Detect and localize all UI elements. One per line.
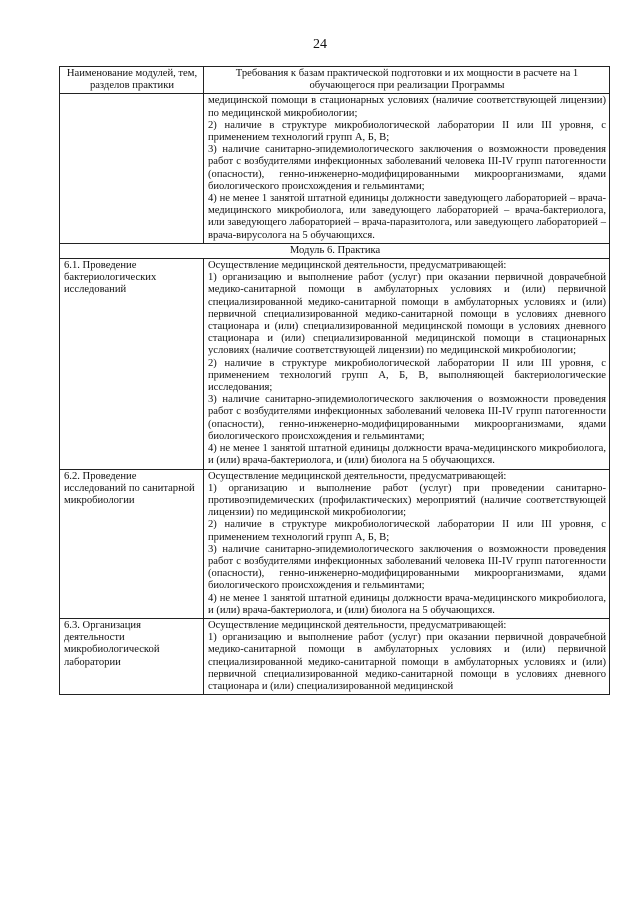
requirements-cell — [204, 469, 610, 618]
paragraph: 2) наличие в структуре микробиологической лаборатории II или III уровня, с применением технологий групп А, Б, В; — [208, 119, 606, 144]
paragraph: 1) организацию и выполнение работ (услуг) при оказании первичной доврачебной медико-санитарной помощи в амбулаторных условиях и (или) первичной специализированной медико-санитарной помощи в амбулаторных условиях и (или) первичной специализированной медико-санитарной помощи в условиях дневного стационара и (или) специализированной медицинской помощи в условиях дневного стационара и (или) специализированной медицинской помощи в стационарных условиях (наличие соответствующей лицензии) по медицинской микробиологии; — [208, 272, 606, 357]
module-name: 6.1. Проведение бактериологических исследований — [60, 259, 204, 469]
section-title: Модуль 6. Практика — [60, 243, 610, 258]
paragraph: 1) организацию и выполнение работ (услуг) при проведении санитарно-противоэпидемических (профилактических) мероприятий (наличие соответствующей лицензии) по медицинской микробиологии; — [208, 482, 606, 519]
table-row-6-3 — [60, 618, 610, 694]
table-row-6-2 — [60, 469, 610, 618]
paragraph: 3) наличие санитарно-эпидемиологического заключения о возможности проведения работ с возбудителями инфекционных заболеваний человека III-IV групп патогенности (опасности), генно-инженерно-модифицированными микроорганизмами, ядами биологического происхождения и гельминтами; — [208, 394, 606, 442]
table-row-continuation — [60, 94, 610, 243]
module-name: 6.2. Проведение исследований по санитарной микробиологии — [60, 469, 204, 618]
paragraph: 2) наличие в структуре микробиологической лаборатории II или III уровня, с применением технологий групп А, Б, В, выполняющей бактериологические исследования; — [208, 357, 606, 394]
header-requirements: Требования к базам практической подготовки и их мощности в расчете на 1 обучающегося при реализации Программы — [204, 67, 610, 94]
header-module-names: Наименование модулей, тем, разделов практики — [60, 67, 204, 94]
module-name: 6.3. Организация деятельности микробиологической лаборатории — [60, 618, 204, 694]
paragraph: 4) не менее 1 занятой штатной единицы должности заведующего лабораторией – врача-медицинского микробиолога, или заведующего лабораторией – врача-бактериолога, или заведующего лабораторией – врача-паразитолога, или заведующего лабораторией – врача-вирусолога на 5 обучающихся. — [208, 193, 606, 241]
paragraph: Осуществление медицинской деятельности, предусматривающей: — [208, 260, 507, 272]
empty-cell — [60, 94, 204, 243]
paragraph: 3) наличие санитарно-эпидемиологического заключения о возможности проведения работ с возбудителями инфекционных заболеваний человека III-IV групп патогенности (опасности), генно-инженерно-модифицированными микроорганизмами, ядами биологического происхождения и гельминтами; — [208, 543, 606, 592]
paragraph: медицинской помощи в стационарных условиях (наличие соответствующей лицензии) по медицинской микробиологии; — [208, 95, 606, 119]
paragraph: Осуществление медицинской деятельности, предусматривающей: — [208, 619, 507, 631]
paragraph: 4) не менее 1 занятой штатной единицы должности врача-медицинского микробиолога, и (или) врача-бактериолога, и (или) биолога на 5 обучающихся. — [208, 443, 606, 467]
table-row-6-1 — [60, 259, 610, 469]
requirements-cell — [204, 618, 610, 694]
requirements-table — [59, 66, 610, 695]
section-row — [60, 243, 610, 258]
requirements-cell — [204, 259, 610, 469]
paragraph: 2) наличие в структуре микробиологической лаборатории II или III уровня, с применением технологий групп А, Б, В; — [208, 519, 606, 543]
page-number: 24 — [313, 37, 327, 52]
requirements-cell — [204, 94, 610, 243]
paragraph: 3) наличие санитарно-эпидемиологического заключения о возможности проведения работ с возбудителями инфекционных заболеваний человека III-IV групп патогенности (опасности), генно-инженерно-модифицированными микроорганизмами, ядами биологического происхождения и гельминтами; — [208, 144, 606, 192]
table-header-row — [60, 67, 610, 94]
paragraph: 1) организацию и выполнение работ (услуг) при оказании первичной доврачебной медико-санитарной помощи в амбулаторных условиях и (или) первичной специализированной медико-санитарной помощи в амбулаторных условиях и (или) первичной специализированной медико-санитарной помощи в условиях дневного стационара и (или) специализированной медицинской — [208, 632, 606, 692]
paragraph: 4) не менее 1 занятой штатной единицы должности врача-медицинского микробиолога, и (или) врача-бактериолога, и (или) биолога на 5 обучающихся. — [208, 592, 606, 616]
paragraph: Осуществление медицинской деятельности, предусматривающей: — [208, 470, 507, 482]
